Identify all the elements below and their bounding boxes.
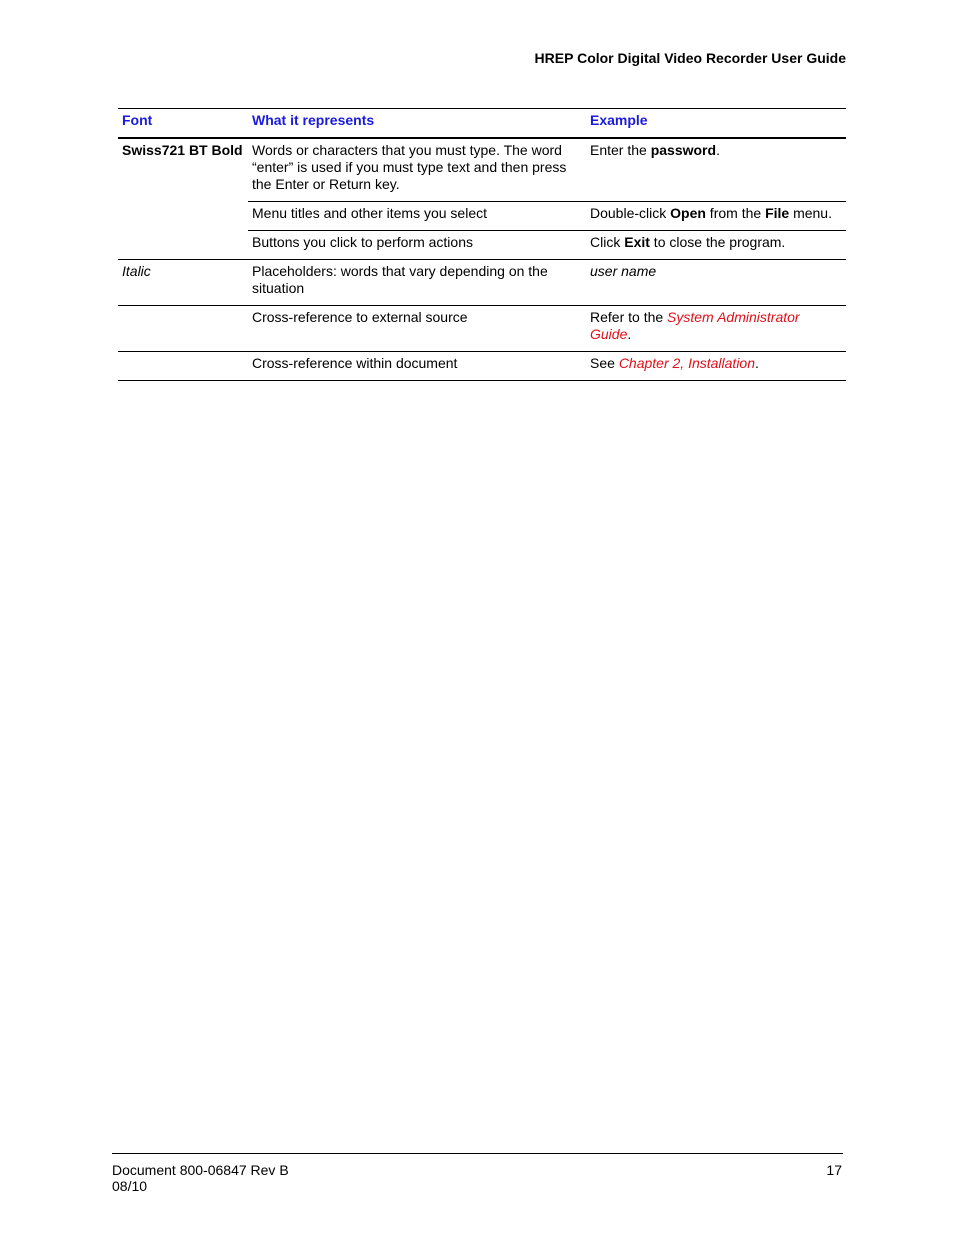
example-cell [586,352,846,381]
font-cell [118,352,248,381]
example-emphasis: password [650,142,717,158]
example-text: . [755,355,759,371]
table-row [118,138,846,202]
footer-page-number: 17 [826,1162,842,1178]
example-text: Click [590,234,625,250]
represents-cell: Buttons you click to perform actions [248,231,586,260]
example-text: Double-click [590,205,671,221]
cross-reference-link[interactable]: Chapter 2, Installation [618,355,756,371]
example-text: menu. [789,205,832,221]
example-cell [586,138,846,202]
table-row [118,352,846,381]
column-header-example: Example [586,109,846,139]
example-cell [586,202,846,231]
represents-cell: Cross-reference within document [248,352,586,381]
footer-document-info [112,1162,289,1194]
example-emphasis: user name [590,263,657,279]
column-header-represents: What it represents [248,109,586,139]
font-cell: Swiss721 BT Bold [122,142,243,158]
example-emphasis: Exit [624,234,650,250]
font-cell [118,306,248,352]
represents-cell: Menu titles and other items you select [248,202,586,231]
table-row [118,231,846,260]
represents-cell: Placeholders: words that vary depending on the situation [248,260,586,306]
example-text: Enter the [590,142,651,158]
example-emphasis: Open [670,205,706,221]
example-cell [586,306,846,352]
example-text: . [627,326,632,342]
example-text: See [590,355,619,371]
font-cell: Italic [118,260,248,306]
represents-cell: Cross-reference to external source [248,306,586,352]
footer-date: 08/10 [112,1178,148,1194]
represents-cell: Words or characters that you must type. The word “enter” is used if you must type text and then press the Enter or Return key. [252,142,567,192]
cross-reference-link[interactable]: System Administrator Guide [590,309,800,342]
running-header-title: HREP Color Digital Video Recorder User Guide [534,50,846,66]
example-emphasis: File [765,205,790,221]
example-cell [586,260,846,306]
footer-document-number: Document 800-06847 Rev B [112,1162,289,1178]
example-text: from the [705,205,766,221]
table-row [118,306,846,352]
example-text: to close the program. [649,234,786,250]
typographic-conventions-table [118,108,846,381]
footer-divider [112,1153,843,1154]
table-header-row [118,109,846,139]
example-cell [586,231,846,260]
font-cell [118,202,248,231]
example-text: . [716,142,720,158]
table-row [118,260,846,306]
table-row [118,202,846,231]
column-header-font: Font [118,109,248,139]
example-text: Refer to the [590,309,668,325]
font-cell [118,231,248,260]
